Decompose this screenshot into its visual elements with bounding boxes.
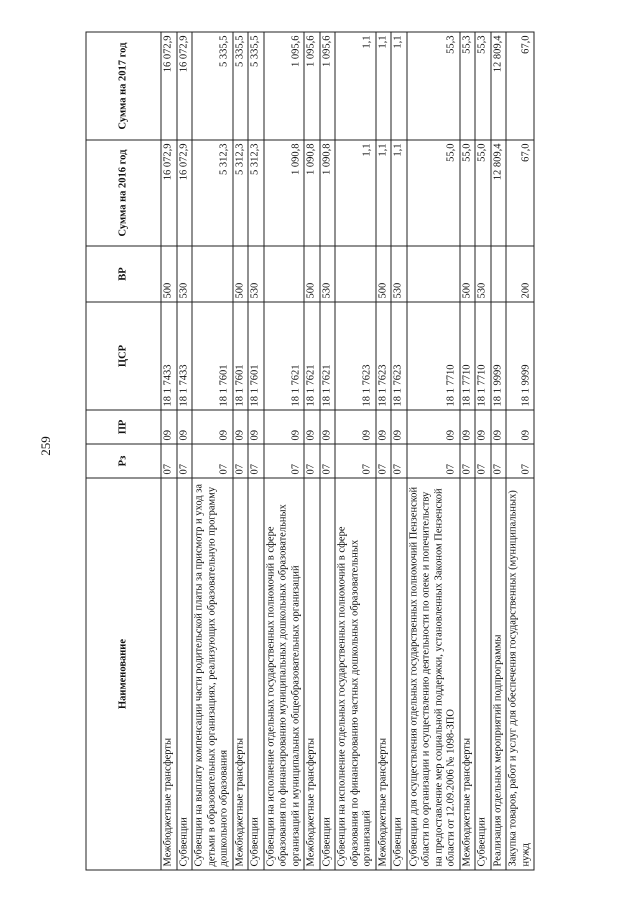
cell-name: Межбюджетные трансферты bbox=[376, 478, 392, 870]
cell-name: Субвенции bbox=[177, 478, 193, 870]
cell-pr: 09 bbox=[264, 410, 305, 444]
cell-rz: 07 bbox=[177, 444, 193, 478]
cell-sum-2017: 16 072,9 bbox=[177, 32, 193, 140]
cell-vr: 500 bbox=[161, 246, 177, 302]
cell-name: Межбюджетные трансферты bbox=[304, 478, 320, 870]
cell-pr: 09 bbox=[248, 410, 264, 444]
cell-rz: 07 bbox=[192, 444, 233, 478]
table-row bbox=[233, 32, 249, 870]
cell-pr: 09 bbox=[192, 410, 233, 444]
cell-csr: 18 1 7601 bbox=[233, 302, 249, 410]
cell-rz: 07 bbox=[407, 444, 460, 478]
cell-sum-2016: 55,0 bbox=[407, 140, 460, 246]
cell-sum-2017: 5 335,5 bbox=[233, 32, 249, 140]
cell-pr: 09 bbox=[233, 410, 249, 444]
cell-sum-2017: 1 095,6 bbox=[320, 32, 336, 140]
table-body bbox=[161, 32, 534, 870]
page-number: 259 bbox=[37, 436, 53, 456]
cell-sum-2017: 55,3 bbox=[460, 32, 476, 140]
cell-vr: 200 bbox=[506, 246, 534, 302]
cell-pr: 09 bbox=[376, 410, 392, 444]
cell-name: Реализация отдельных мероприятий подпрограммы bbox=[491, 478, 507, 870]
cell-name: Субвенции bbox=[391, 478, 407, 870]
cell-vr bbox=[335, 246, 376, 302]
table-row bbox=[304, 32, 320, 870]
table-header-row bbox=[86, 32, 161, 870]
header-name: Наименование bbox=[86, 478, 161, 870]
header-sum-2016: Сумма на 2016 год bbox=[86, 140, 161, 246]
cell-rz: 07 bbox=[320, 444, 336, 478]
cell-pr: 09 bbox=[491, 410, 507, 444]
cell-pr: 09 bbox=[506, 410, 534, 444]
cell-csr: 18 1 7710 bbox=[475, 302, 491, 410]
cell-name: Межбюджетные трансферты bbox=[233, 478, 249, 870]
cell-sum-2016: 55,0 bbox=[475, 140, 491, 246]
cell-name: Субвенции на исполнение отдельных государственных полномочий в сфере образования по финансированию частных дошкольных образовательных организаций bbox=[335, 478, 376, 870]
cell-sum-2017: 55,3 bbox=[407, 32, 460, 140]
table-row bbox=[376, 32, 392, 870]
cell-csr: 18 1 7601 bbox=[248, 302, 264, 410]
cell-name: Межбюджетные трансферты bbox=[161, 478, 177, 870]
cell-vr: 500 bbox=[460, 246, 476, 302]
budget-table-container bbox=[86, 32, 555, 870]
cell-sum-2016: 1,1 bbox=[335, 140, 376, 246]
table-row bbox=[506, 32, 534, 870]
cell-sum-2016: 55,0 bbox=[460, 140, 476, 246]
header-sum-2017: Сумма на 2017 год bbox=[86, 32, 161, 140]
cell-sum-2016: 1 090,8 bbox=[304, 140, 320, 246]
cell-name: Субвенции bbox=[475, 478, 491, 870]
cell-csr: 18 1 7623 bbox=[391, 302, 407, 410]
cell-rz: 07 bbox=[161, 444, 177, 478]
header-pr: ПР bbox=[86, 410, 161, 444]
table-row bbox=[248, 32, 264, 870]
cell-vr: 530 bbox=[320, 246, 336, 302]
cell-csr: 18 1 7601 bbox=[192, 302, 233, 410]
cell-vr: 530 bbox=[475, 246, 491, 302]
cell-name: Субвенции bbox=[320, 478, 336, 870]
table-row bbox=[177, 32, 193, 870]
cell-rz: 07 bbox=[304, 444, 320, 478]
cell-pr: 09 bbox=[475, 410, 491, 444]
cell-rz: 07 bbox=[233, 444, 249, 478]
cell-csr: 18 1 9999 bbox=[491, 302, 507, 410]
cell-sum-2016: 16 072,9 bbox=[161, 140, 177, 246]
cell-pr: 09 bbox=[460, 410, 476, 444]
cell-sum-2017: 1,1 bbox=[391, 32, 407, 140]
cell-vr: 530 bbox=[391, 246, 407, 302]
cell-csr: 18 1 7621 bbox=[264, 302, 305, 410]
header-vr: ВР bbox=[86, 246, 161, 302]
cell-rz: 07 bbox=[491, 444, 507, 478]
cell-rz: 07 bbox=[475, 444, 491, 478]
cell-name: Субвенции на выплату компенсации части родительской платы за присмотр и уход за детьми в образовательных организациях, реализующих образовательную программу дошкольного образования bbox=[192, 478, 233, 870]
cell-pr: 09 bbox=[335, 410, 376, 444]
cell-sum-2017: 1,1 bbox=[335, 32, 376, 140]
table-row bbox=[264, 32, 305, 870]
cell-sum-2017: 67,0 bbox=[506, 32, 534, 140]
cell-sum-2016: 16 072,9 bbox=[177, 140, 193, 246]
cell-vr bbox=[407, 246, 460, 302]
cell-rz: 07 bbox=[376, 444, 392, 478]
cell-pr: 09 bbox=[391, 410, 407, 444]
cell-csr: 18 1 9999 bbox=[506, 302, 534, 410]
cell-rz: 07 bbox=[264, 444, 305, 478]
table-row bbox=[460, 32, 476, 870]
cell-sum-2017: 1 095,6 bbox=[264, 32, 305, 140]
table-row bbox=[161, 32, 177, 870]
cell-vr: 500 bbox=[304, 246, 320, 302]
table-row bbox=[192, 32, 233, 870]
cell-vr: 530 bbox=[248, 246, 264, 302]
table-row bbox=[320, 32, 336, 870]
cell-sum-2016: 5 312,3 bbox=[248, 140, 264, 246]
cell-csr: 18 1 7621 bbox=[304, 302, 320, 410]
cell-pr: 09 bbox=[407, 410, 460, 444]
cell-sum-2017: 12 809,4 bbox=[491, 32, 507, 140]
cell-sum-2016: 1 090,8 bbox=[320, 140, 336, 246]
cell-csr: 18 1 7710 bbox=[460, 302, 476, 410]
cell-vr: 500 bbox=[376, 246, 392, 302]
cell-rz: 07 bbox=[391, 444, 407, 478]
cell-sum-2016: 1,1 bbox=[376, 140, 392, 246]
cell-sum-2016: 67,0 bbox=[506, 140, 534, 246]
budget-table bbox=[86, 31, 535, 870]
header-rz: Рз bbox=[86, 444, 161, 478]
cell-name: Субвенции bbox=[248, 478, 264, 870]
cell-sum-2016: 12 809,4 bbox=[491, 140, 507, 246]
cell-sum-2017: 1 095,6 bbox=[304, 32, 320, 140]
cell-csr: 18 1 7623 bbox=[335, 302, 376, 410]
cell-csr: 18 1 7433 bbox=[177, 302, 193, 410]
cell-vr: 500 bbox=[233, 246, 249, 302]
cell-sum-2017: 55,3 bbox=[475, 32, 491, 140]
cell-rz: 07 bbox=[335, 444, 376, 478]
cell-csr: 18 1 7710 bbox=[407, 302, 460, 410]
table-row bbox=[475, 32, 491, 870]
cell-rz: 07 bbox=[460, 444, 476, 478]
cell-sum-2017: 5 335,5 bbox=[248, 32, 264, 140]
cell-vr bbox=[264, 246, 305, 302]
cell-name: Субвенции на исполнение отдельных государственных полномочий в сфере образования по финансированию муниципальных дошкольных образовательных организаций и муниципальных общеобразовательных организаций bbox=[264, 478, 305, 870]
cell-sum-2017: 16 072,9 bbox=[161, 32, 177, 140]
cell-sum-2016: 1 090,8 bbox=[264, 140, 305, 246]
cell-vr bbox=[192, 246, 233, 302]
cell-pr: 09 bbox=[177, 410, 193, 444]
cell-csr: 18 1 7433 bbox=[161, 302, 177, 410]
cell-sum-2016: 1,1 bbox=[391, 140, 407, 246]
header-csr: ЦСР bbox=[86, 302, 161, 410]
table-row bbox=[407, 32, 460, 870]
cell-csr: 18 1 7621 bbox=[320, 302, 336, 410]
cell-name: Межбюджетные трансферты bbox=[460, 478, 476, 870]
cell-sum-2016: 5 312,3 bbox=[192, 140, 233, 246]
table-row bbox=[491, 32, 507, 870]
cell-name: Закупка товаров, работ и услуг для обеспечения государственных (муниципальных) нужд bbox=[506, 478, 534, 870]
cell-vr: 530 bbox=[177, 246, 193, 302]
cell-sum-2016: 5 312,3 bbox=[233, 140, 249, 246]
cell-rz: 07 bbox=[506, 444, 534, 478]
table-row bbox=[335, 32, 376, 870]
cell-pr: 09 bbox=[161, 410, 177, 444]
cell-vr bbox=[491, 246, 507, 302]
cell-sum-2017: 5 335,5 bbox=[192, 32, 233, 140]
cell-sum-2017: 1,1 bbox=[376, 32, 392, 140]
cell-pr: 09 bbox=[304, 410, 320, 444]
cell-rz: 07 bbox=[248, 444, 264, 478]
cell-pr: 09 bbox=[320, 410, 336, 444]
cell-name: Субвенции для осуществления отдельных государственных полномочий Пензенской области по организации и осуществлению деятельности по опеке и попечительству на предоставление мер социальной поддержки, установленных Законом Пензенской области от 12.09.2006 № 1098-ЗПО bbox=[407, 478, 460, 870]
table-row bbox=[391, 32, 407, 870]
cell-csr: 18 1 7623 bbox=[376, 302, 392, 410]
